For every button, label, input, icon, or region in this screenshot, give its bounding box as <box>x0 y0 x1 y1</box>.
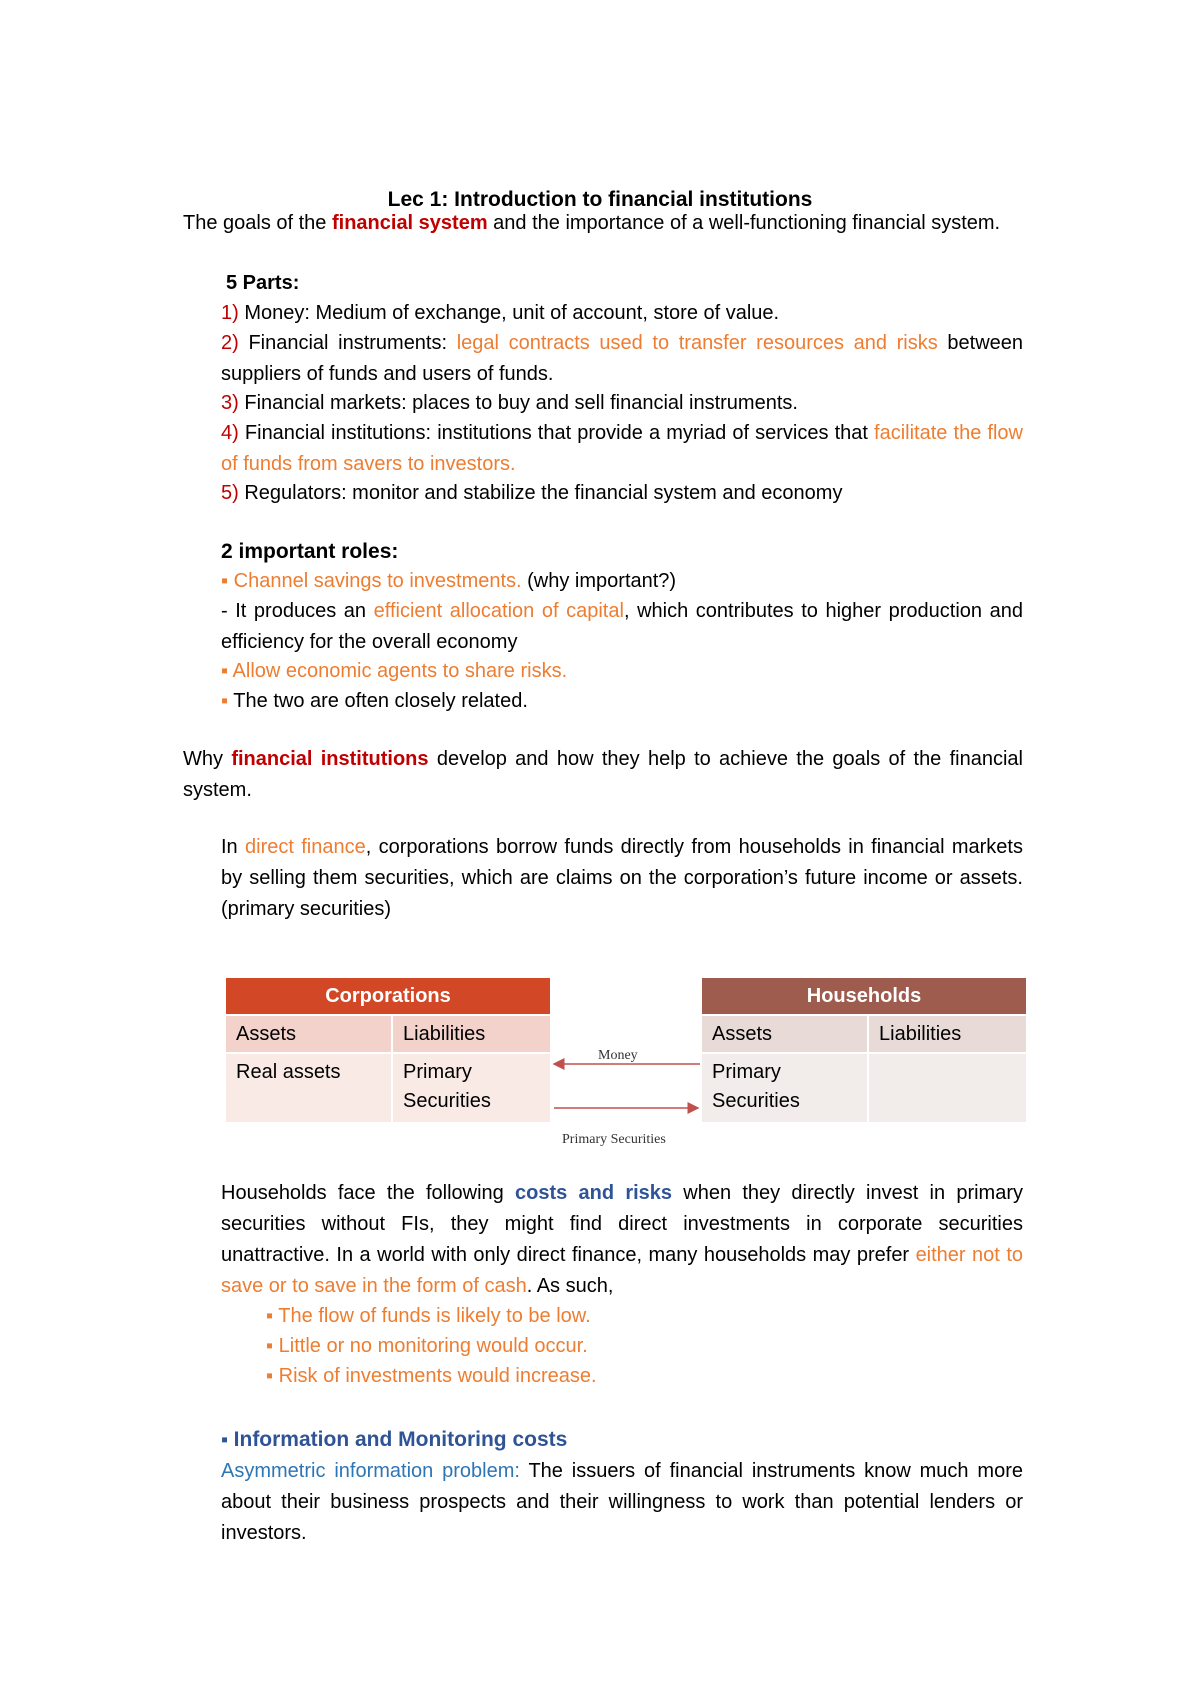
corporations-balance-sheet <box>224 976 552 1124</box>
financial-institutions-term: financial institutions <box>231 748 429 770</box>
part-item-1: 1) Money: Medium of exchange, unit of account, store of value. <box>221 302 780 324</box>
asymmetric-info-paragraph: Asymmetric information problem: The issuers of financial instruments know much more about their business prospects and their willingness to work than potential lenders or investors. <box>221 1460 1023 1544</box>
securities-label: Primary Securities <box>562 1132 666 1147</box>
part-item-2: 2) Financial instruments: legal contracts used to transfer resources and risks between suppliers of funds and users of funds. <box>221 332 1024 385</box>
households-title: Households <box>701 977 1027 1015</box>
corp-asset-item: Real assets <box>225 1053 392 1123</box>
role-item-3: ▪ The two are often closely related. <box>221 690 528 712</box>
role-item-1: ▪ Channel savings to investments. (why important?) <box>221 570 677 592</box>
role-detail: - It produces an efficient allocation of capital, which contributes to higher production and efficiency for the overall economy <box>221 600 1023 653</box>
corp-liabilities-header: Liabilities <box>392 1015 551 1053</box>
hh-asset-item: Primary Securities <box>701 1053 868 1123</box>
info-heading: ▪ Information and Monitoring costs <box>221 1428 568 1451</box>
costs-paragraph: Households face the following costs and risks when they directly invest in primary securities without FIs, they might find direct investments in corporate securities unattractive. In a world with only direct finance, many households may prefer either not to save or to save in the form of cash. As such, <box>221 1182 1024 1297</box>
bullet-icon: ▪ <box>266 1365 274 1387</box>
cost-bullet-1: ▪ The flow of funds is likely to be low. <box>266 1305 591 1327</box>
cost-bullet-3: ▪ Risk of investments would increase. <box>266 1365 597 1387</box>
hh-liabilities-header: Liabilities <box>868 1015 1027 1053</box>
cost-bullet-2: ▪ Little or no monitoring would occur. <box>266 1335 588 1357</box>
direct-finance-paragraph: In direct finance, corporations borrow funds directly from households in financial markets by selling them securities, which are claims on the corporation’s future income or assets. (primary securities) <box>221 836 1023 920</box>
households-balance-sheet <box>700 976 1028 1124</box>
part-item-4: 4) Financial institutions: institutions that provide a myriad of services that facilitate the flow of funds from savers to investors. <box>221 422 1023 475</box>
money-label: Money <box>598 1048 638 1063</box>
bullet-icon: ▪ <box>221 1429 229 1451</box>
page-title: Lec 1: Introduction to financial institutions <box>387 188 813 211</box>
corporations-title: Corporations <box>225 977 551 1015</box>
part-item-3: 3) Financial markets: places to buy and sell financial instruments. <box>221 392 798 414</box>
role-item-2: ▪ Allow economic agents to share risks. <box>221 660 568 682</box>
why-paragraph: Why financial institutions develop and how they help to achieve the goals of the financial system. <box>183 748 1023 801</box>
hh-liability-item <box>868 1053 1027 1123</box>
part-item-5: 5) Regulators: monitor and stabilize the financial system and economy <box>221 482 843 504</box>
corp-liability-item: Primary Securities <box>392 1053 551 1123</box>
corp-assets-header: Assets <box>225 1015 392 1053</box>
bullet-icon: ▪ <box>221 690 229 712</box>
bullet-icon: ▪ <box>221 660 229 682</box>
bullet-icon: ▪ <box>266 1305 274 1327</box>
financial-system-term: financial system <box>331 212 488 234</box>
bullet-icon: ▪ <box>221 570 229 592</box>
parts-heading: 5 Parts: <box>226 272 300 294</box>
bullet-icon: ▪ <box>266 1335 274 1357</box>
roles-heading: 2 important roles: <box>221 540 399 563</box>
intro-paragraph: The goals of the financial system and the importance of a well-functioning financial system. <box>183 212 1001 234</box>
hh-assets-header: Assets <box>701 1015 868 1053</box>
